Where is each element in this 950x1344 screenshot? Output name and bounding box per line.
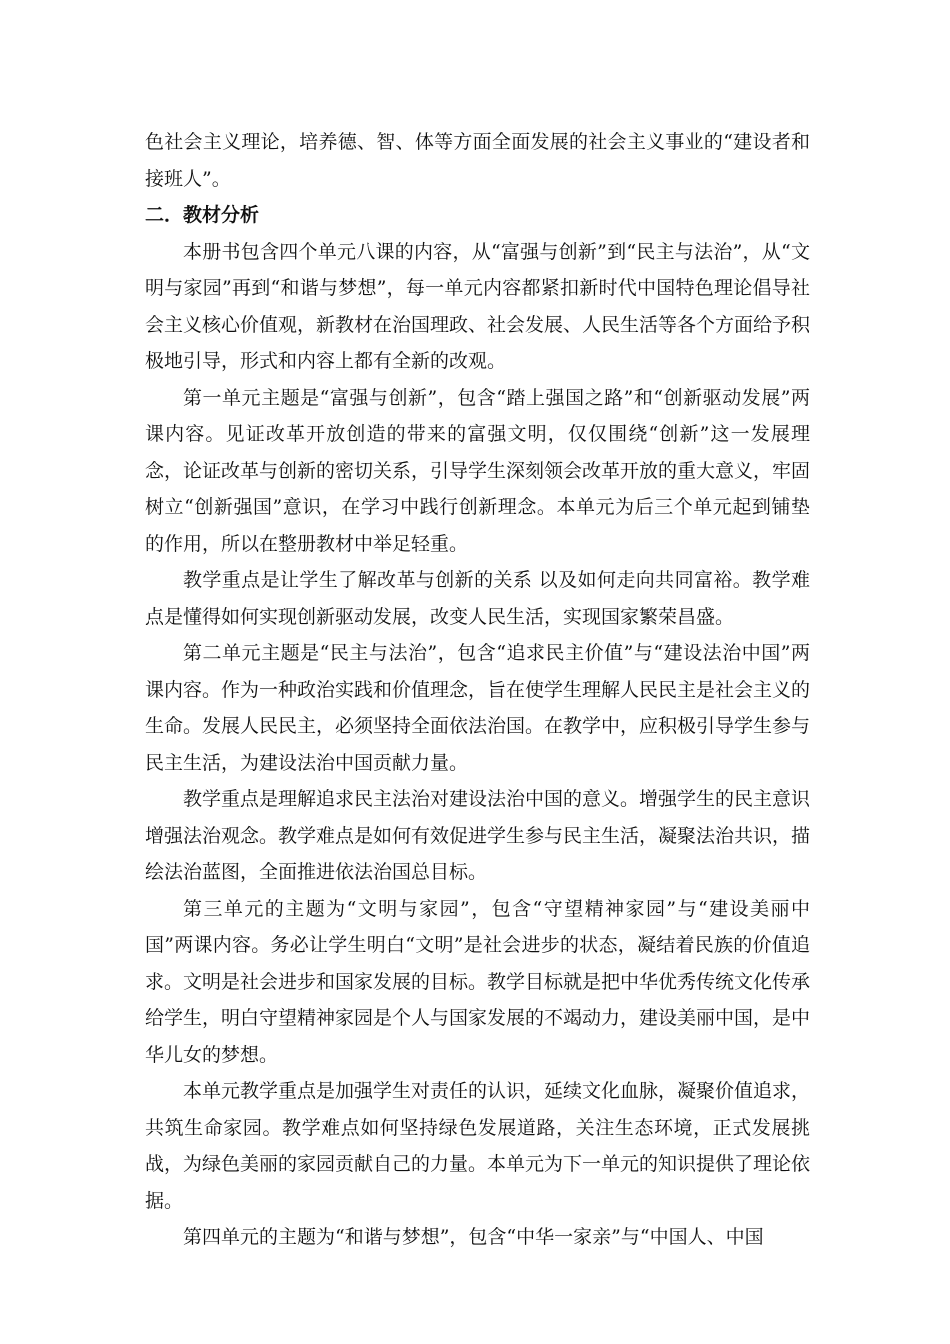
paragraph-unit-2: 第二单元主题是“民主与法治”，包含“追求民主价值”与“建设法治中国”两课内容。作为一种政治实践和价值理念，旨在使学生理解人民民主是社会主义的生命。发展人民民主，必须坚持全面依法治国。在教学中，应积极引导学生参与民主生活，为建设法治中国贡献力量。 xyxy=(145,642,811,774)
paragraph-unit-1-focus: 教学重点是让学生了解改革与创新的关系 以及如何走向共同富裕。教学难点是懂得如何实现创新驱动发展，改变人民生活，实现国家繁荣昌盛。 xyxy=(145,569,810,628)
continuation-paragraph: 色社会主义理论，培养德、智、体等方面全面发展的社会主义事业的“建设者和接班人”。 xyxy=(145,131,810,190)
section-heading: 二．教材分析 xyxy=(145,204,260,226)
paragraph-overview: 本册书包含四个单元八课的内容，从“富强与创新”到“民主与法治”，从“文明与家园”再到“和谐与梦想”，每一单元内容都紧扣新时代中国特色理论倡导社会主义核心价值观，新教材在治国理政、社会发展、人民生活等各个方面给予积极地引导，形式和内容上都有全新的改观。 xyxy=(145,240,811,372)
paragraph-unit-1: 第一单元主题是“富强与创新”，包含“踏上强国之路”和“创新驱动发展”两课内容。见证改革开放创造的带来的富强文明，仅仅围绕“创新”这一发展理念，论证改革与创新的密切关系，引导学生深刻领会改革开放的重大意义，牢固树立“创新强国”意识，在学习中践行创新理念。本单元为后三个单元起到铺垫的作用，所以在整册教材中举足轻重。 xyxy=(145,386,811,555)
paragraph-unit-3: 第三单元的主题为“文明与家园”，包含“守望精神家园”与“建设美丽中国”两课内容。务必让学生明白“文明”是社会进步的状态，凝结着民族的价值追求。文明是社会进步和国家发展的目标。教学目标就是把中华优秀传统文化传承给学生，明白守望精神家园是个人与国家发展的不竭动力，建设美丽中国，是中华儿女的梦想。 xyxy=(145,897,811,1066)
document-body xyxy=(145,124,810,1256)
paragraph-unit-3-focus: 本单元教学重点是加强学生对责任的认识，延续文化血脉，凝聚价值追求，共筑生命家园。教学难点如何坚持绿色发展道路，关注生态环境，正式发展挑战，为绿色美丽的家园贡献自己的力量。本单元为下一单元的知识提供了理论依据。 xyxy=(145,1080,811,1212)
paragraph-unit-2-focus: 教学重点是理解追求民主法治对建设法治中国的意义。增强学生的民主意识增强法治观念。教学难点是如何有效促进学生参与民主生活，凝聚法治共识，描绘法治蓝图，全面推进依法治国总目标。 xyxy=(145,788,811,883)
paragraph-unit-4: 第四单元的主题为“和谐与梦想”，包含“中华一家亲”与“中国人、中国 xyxy=(183,1226,764,1248)
